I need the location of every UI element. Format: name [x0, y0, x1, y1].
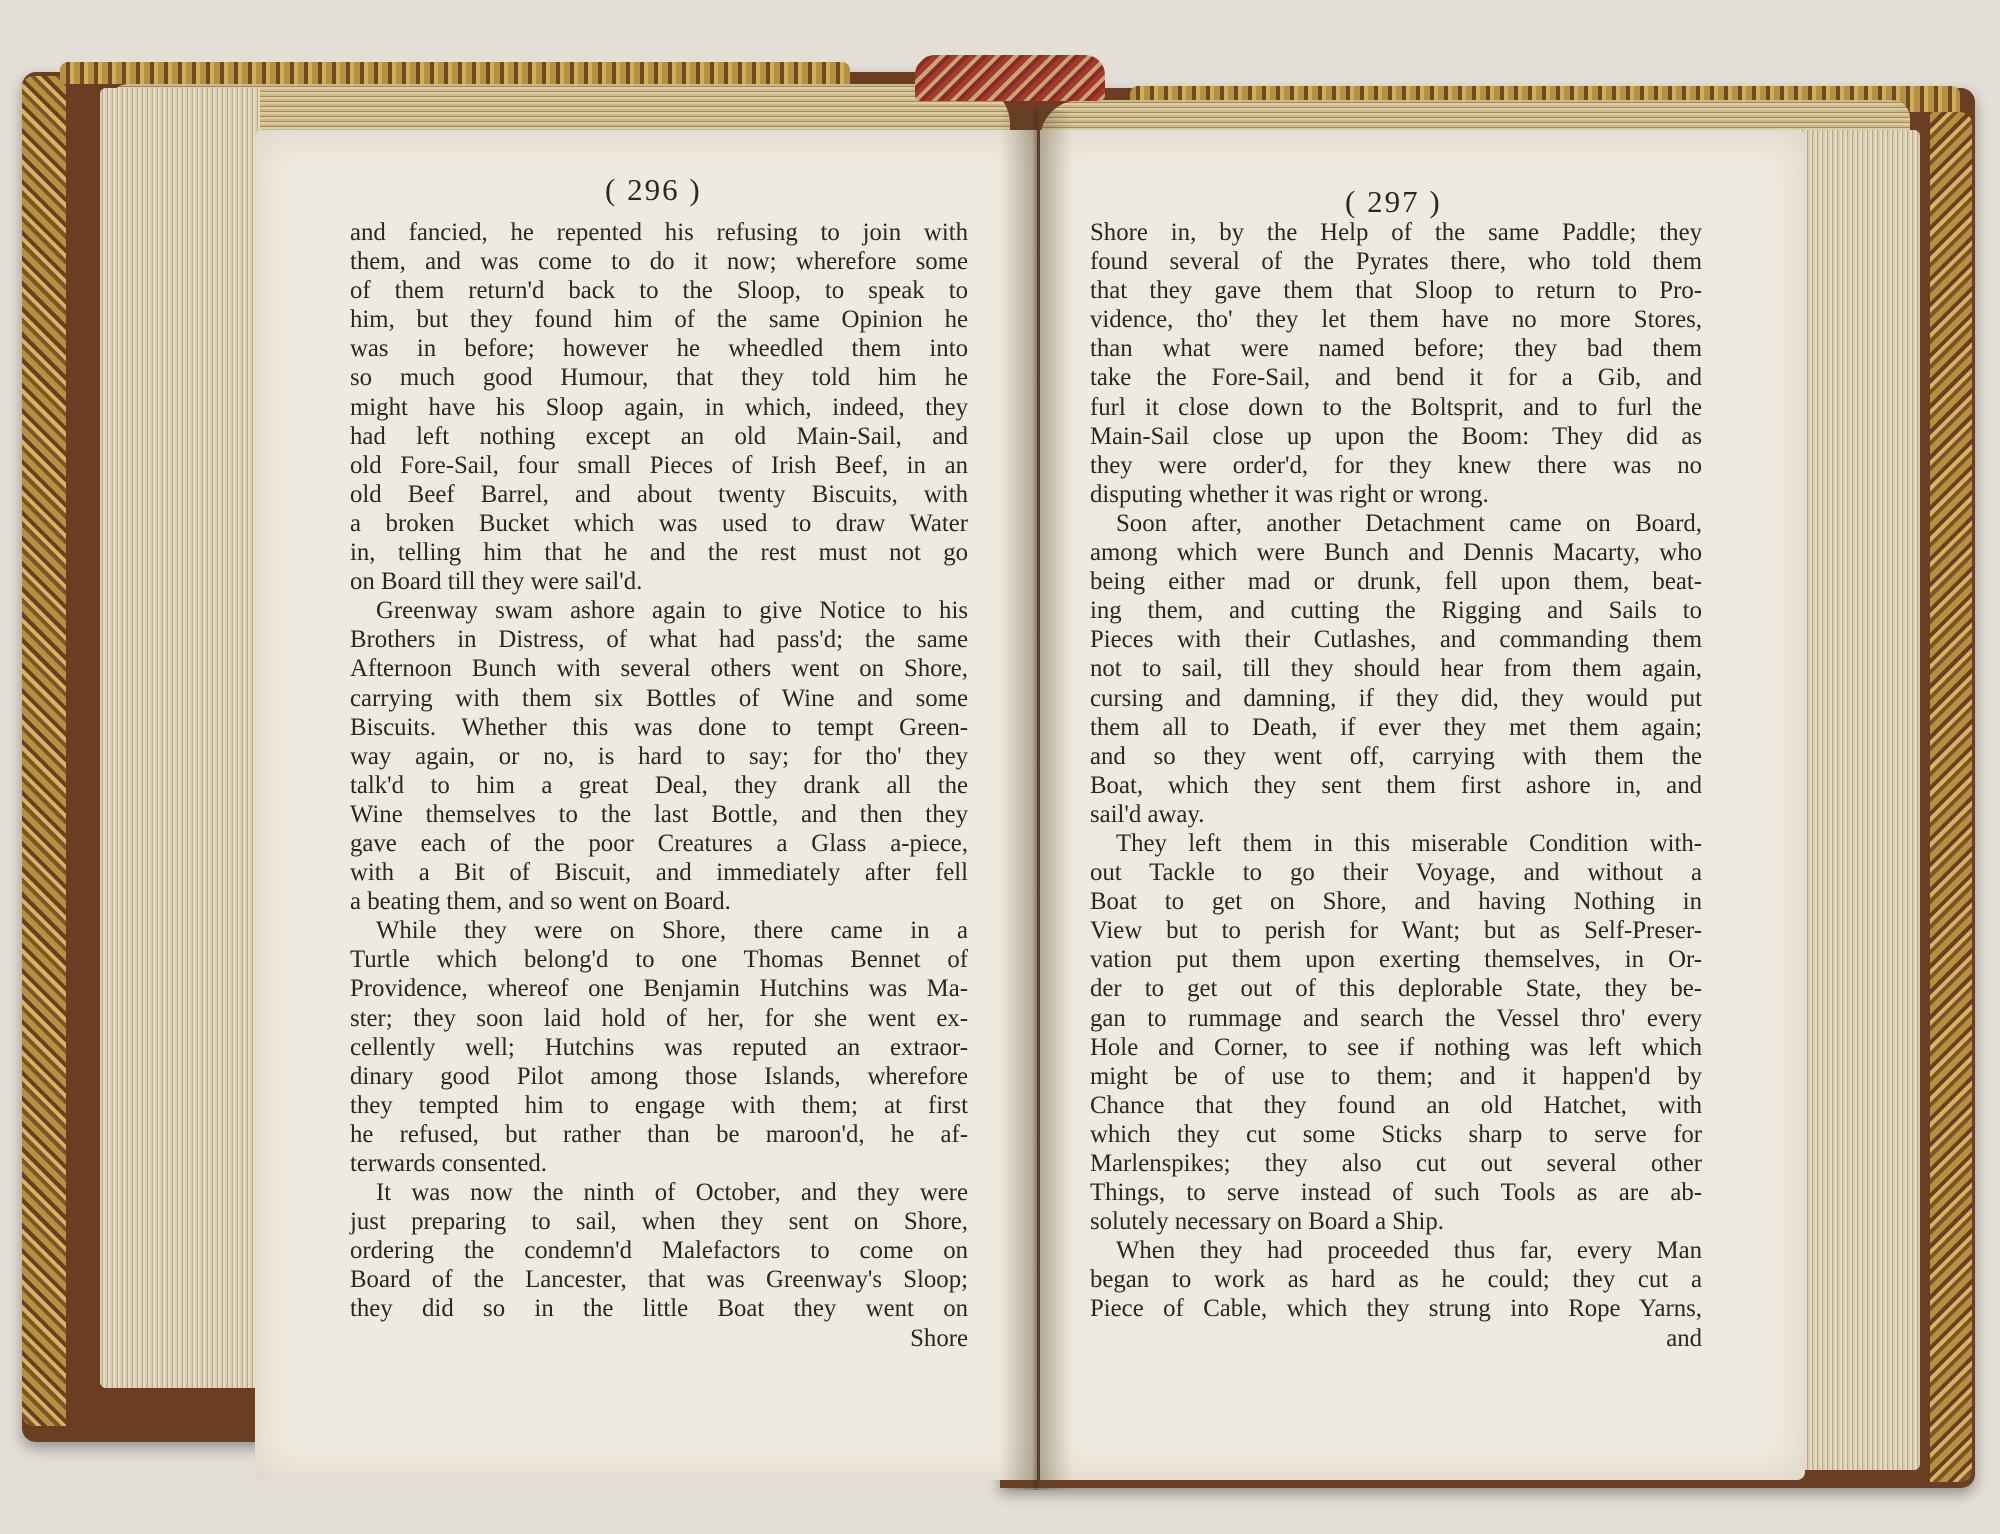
text-line: Things, to serve instead of such Tools as are ab-	[1090, 1179, 1702, 1207]
text-line: found several of the Pyrates there, who told them	[1090, 248, 1702, 276]
ribbon-bookmark	[915, 55, 1105, 101]
text-line: dinary good Pilot among those Islands, wherefore	[350, 1062, 968, 1090]
text-line: While they were on Shore, there came in a	[376, 917, 968, 945]
text-line: and so they went off, carrying with them the	[1090, 742, 1702, 770]
text-line: Marlenspikes; they also cut out several other	[1090, 1150, 1702, 1177]
gilt-edge-right	[1930, 112, 1972, 1482]
text-line: When they had proceeded thus far, every Man	[1116, 1237, 1702, 1265]
text-line: ster; they soon laid hold of her, for she went ex-	[350, 1004, 968, 1032]
text-line: being either mad or drunk, fell upon them, beat-	[1090, 568, 1702, 596]
text-line: Boat to get on Shore, and having Nothing in	[1090, 888, 1702, 916]
right-page-text	[1090, 218, 1702, 1353]
text-line: just preparing to sail, when they sent on Shore,	[350, 1208, 968, 1236]
text-line: him, but they found him of the same Opinion he	[350, 306, 968, 334]
book-gutter	[1000, 110, 1072, 1490]
text-line: carrying with them six Bottles of Wine and some	[350, 684, 968, 712]
text-line: disputing whether it was right or wrong.	[1090, 480, 1489, 508]
text-line: der to get out of this deplorable State, they be-	[1090, 975, 1702, 1003]
text-line: of them return'd back to the Sloop, to speak to	[350, 277, 968, 305]
text-line: Pieces with their Cutlashes, and commanding them	[1090, 626, 1702, 654]
text-line: was in before; however he wheedled them into	[350, 335, 968, 363]
text-line: and	[1666, 1324, 1702, 1352]
text-line: way again, or no, is hard to say; for tho' they	[350, 742, 968, 770]
text-line: cellently well; Hutchins was reputed an extraor-	[350, 1033, 968, 1061]
text-line: gan to rummage and search the Vessel thro' every	[1090, 1004, 1702, 1032]
text-line: Soon after, another Detachment came on Board,	[1116, 509, 1702, 537]
text-line: It was now the ninth of October, and they were	[376, 1179, 968, 1207]
gilt-edge-left	[22, 76, 66, 1426]
text-line: in, telling him that he and the rest must not go	[350, 539, 968, 567]
text-line: Greenway swam ashore again to give Notice to his	[376, 597, 968, 625]
text-line: ing them, and cutting the Rigging and Sails to	[1090, 597, 1702, 625]
text-line: furl it close down to the Boltsprit, and to furl the	[1090, 393, 1702, 421]
text-line: might be of use to them; and it happen'd by	[1090, 1062, 1702, 1090]
text-line: than what were named before; they bad them	[1090, 335, 1702, 363]
text-line: Main-Sail close up upon the Boom: They did as	[1090, 422, 1702, 450]
text-line: among which were Bunch and Dennis Macarty, who	[1090, 539, 1702, 567]
text-line: them, and was come to do it now; wherefore some	[350, 248, 968, 276]
text-line: and fancied, he repented his refusing to join with	[350, 219, 968, 246]
page-number-left: ( 296 )	[605, 172, 702, 207]
text-line: on Board till they were sail'd.	[350, 568, 643, 596]
text-line: Biscuits. Whether this was done to tempt Green-	[350, 713, 968, 741]
text-line: old Fore-Sail, four small Pieces of Irish Beef, in an	[350, 451, 968, 479]
text-line: Shore	[910, 1324, 968, 1352]
text-line: them all to Death, if ever they met them again;	[1090, 713, 1702, 741]
text-line: Providence, whereof one Benjamin Hutchins was Ma-	[350, 975, 968, 1003]
text-line: so much good Humour, that they told him he	[350, 364, 968, 392]
text-line: they did so in the little Boat they went on	[350, 1295, 968, 1323]
text-line: Afternoon Bunch with several others went on Shore,	[350, 655, 968, 683]
text-line: Chance that they found an old Hatchet, with	[1090, 1091, 1702, 1119]
text-line: take the Fore-Sail, and bend it for a Gib, and	[1090, 364, 1702, 392]
text-line: they were order'd, for they knew there was no	[1090, 451, 1702, 479]
text-line: with a Bit of Biscuit, and immediately after fell	[350, 859, 968, 887]
left-page-text	[350, 218, 968, 1353]
text-line: that they gave them that Sloop to return to Pro-	[1090, 277, 1702, 305]
text-line: might have his Sloop again, in which, indeed, they	[350, 393, 968, 421]
text-line: ordering the condemn'd Malefactors to come on	[350, 1237, 968, 1265]
text-line: he refused, but rather than be maroon'd, he af-	[350, 1120, 968, 1148]
text-line: cursing and damning, if they did, they would put	[1090, 684, 1702, 712]
text-line: Board of the Lancester, that was Greenway's Sloop;	[350, 1266, 968, 1294]
text-line: not to sail, till they should hear from them again,	[1090, 655, 1702, 683]
text-line: View but to perish for Want; but as Self-Preser-	[1090, 917, 1702, 945]
text-line: a broken Bucket which was used to draw Water	[350, 509, 968, 537]
text-line: sail'd away.	[1090, 800, 1205, 828]
page-edges-right	[1790, 130, 1920, 1470]
text-line: talk'd to him a great Deal, they drank all the	[350, 771, 968, 799]
text-line: Wine themselves to the last Bottle, and then they	[350, 800, 968, 828]
text-line: Turtle which belong'd to one Thomas Bennet of	[350, 946, 968, 974]
text-line: gave each of the poor Creatures a Glass a-piece,	[350, 829, 968, 857]
text-line: vidence, tho' they let them have no more Stores,	[1090, 306, 1702, 334]
text-line: Brothers in Distress, of what had pass'd; the same	[350, 626, 968, 654]
page-number-right: ( 297 )	[1345, 184, 1442, 219]
text-line: out Tackle to go their Voyage, and without a	[1090, 859, 1702, 887]
text-line: old Beef Barrel, and about twenty Biscuits, with	[350, 480, 968, 508]
text-line: vation put them upon exerting themselves, in Or-	[1090, 946, 1702, 974]
text-line: began to work as hard as he could; they cut a	[1090, 1266, 1702, 1294]
text-line: they tempted him to engage with them; at first	[350, 1091, 968, 1119]
text-line: Shore in, by the Help of the same Paddle; they	[1090, 219, 1702, 246]
gilt-border-top-left	[60, 62, 850, 84]
text-line: terwards consented.	[350, 1150, 547, 1177]
text-line: a beating them, and so went on Board.	[350, 888, 731, 916]
text-line: solutely necessary on Board a Ship.	[1090, 1208, 1444, 1236]
page-edges-left	[100, 88, 260, 1388]
text-line: Boat, which they sent them first ashore in, and	[1090, 771, 1702, 799]
text-line: which they cut some Sticks sharp to serve for	[1090, 1120, 1702, 1148]
text-line: They left them in this miserable Condition with-	[1116, 829, 1702, 857]
text-line: Piece of Cable, which they strung into Rope Yarns,	[1090, 1295, 1702, 1323]
text-line: had left nothing except an old Main-Sail, and	[350, 422, 968, 450]
text-line: Hole and Corner, to see if nothing was left which	[1090, 1033, 1702, 1061]
